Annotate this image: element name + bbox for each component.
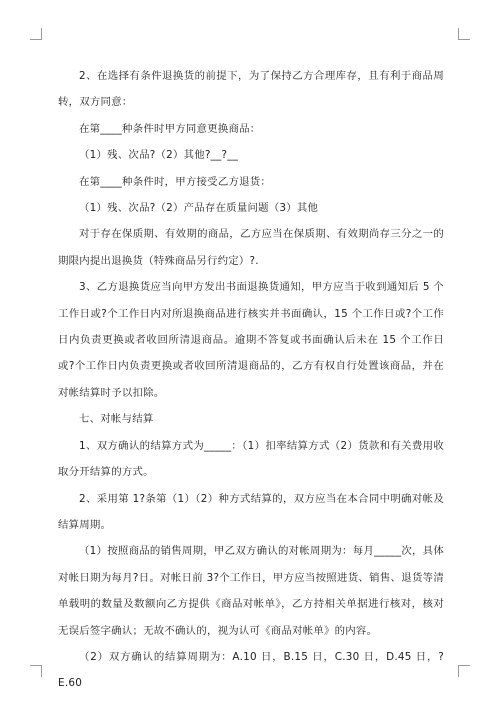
section-heading-reconciliation: 七、对帐与结算	[79, 413, 154, 426]
paragraph-settlement-method: 1、双方确认的结算方式为_____：（1）扣率结算方式（2）货款和有关费用收取分开结算的方式。	[58, 439, 444, 479]
paragraph-reconciliation-period: （1）按照商品的销售周期，甲乙双方确认的对帐周期为：每月_____次，具体对帐日期为每月?日。对帐日前 3?个工作日，甲方应当按照进货、销售、退货等清单载明的数量及数额向乙方提供《商品对帐单》，乙方持相关单据进行核对，核对无误后签字确认；无故不确认的，视为认可《商品对帐单》的内容。	[58, 545, 444, 637]
paragraph-exchange-condition: 在第____种条件时甲方同意更换商品：	[79, 122, 261, 135]
paragraph-settlement-period: （2）双方确认的结算周期为：A.10 日，B.15 日，C.30 日，D.45 日，?E.60	[58, 650, 444, 690]
crop-mark-top-right	[458, 28, 470, 40]
paragraph-return-options: （1）残、次品?（2）产品存在质量问题（3）其他	[79, 202, 319, 215]
paragraph-shelf-life: 对于存在保质期、有效期的商品，乙方应当在保质期、有效期尚存三分之一的期限内提出退换货（特殊商品另行约定）?.	[58, 228, 444, 267]
crop-mark-top-left	[30, 28, 42, 40]
document-body	[58, 63, 444, 697]
crop-mark-bottom-right	[458, 665, 470, 677]
paragraph-return-conditions: 2、在选择有条件退换货的前提下，为了保持乙方合理库存，且有利于商品周转，双方同意：	[58, 70, 444, 109]
crop-mark-bottom-left	[30, 665, 42, 677]
paragraph-settlement-cycle: 2、采用第 1?条第（1）（2）种方式结算的，双方应当在本合同中明确对帐及结算周期。	[58, 492, 444, 531]
paragraph-exchange-options: （1）残、次品?（2）其他?__?__	[79, 149, 239, 162]
paragraph-return-condition: 在第____种条件时，甲方接受乙方退货：	[79, 175, 272, 188]
paragraph-return-notice: 3、乙方退换货应当向甲方发出书面退换货通知，甲方应当于收到通知后 5 个工作日或?个工作日内对所退换商品进行核实并书面确认，15 个工作日或?个工作日内负责更换或者收回所清退商品。逾期不答复或书面确认后未在 15 个工作日或?个工作日内负责更换或者收回所清退商品的，乙方有权自行处置该商品，并在对帐结算时予以扣除。	[58, 281, 444, 399]
